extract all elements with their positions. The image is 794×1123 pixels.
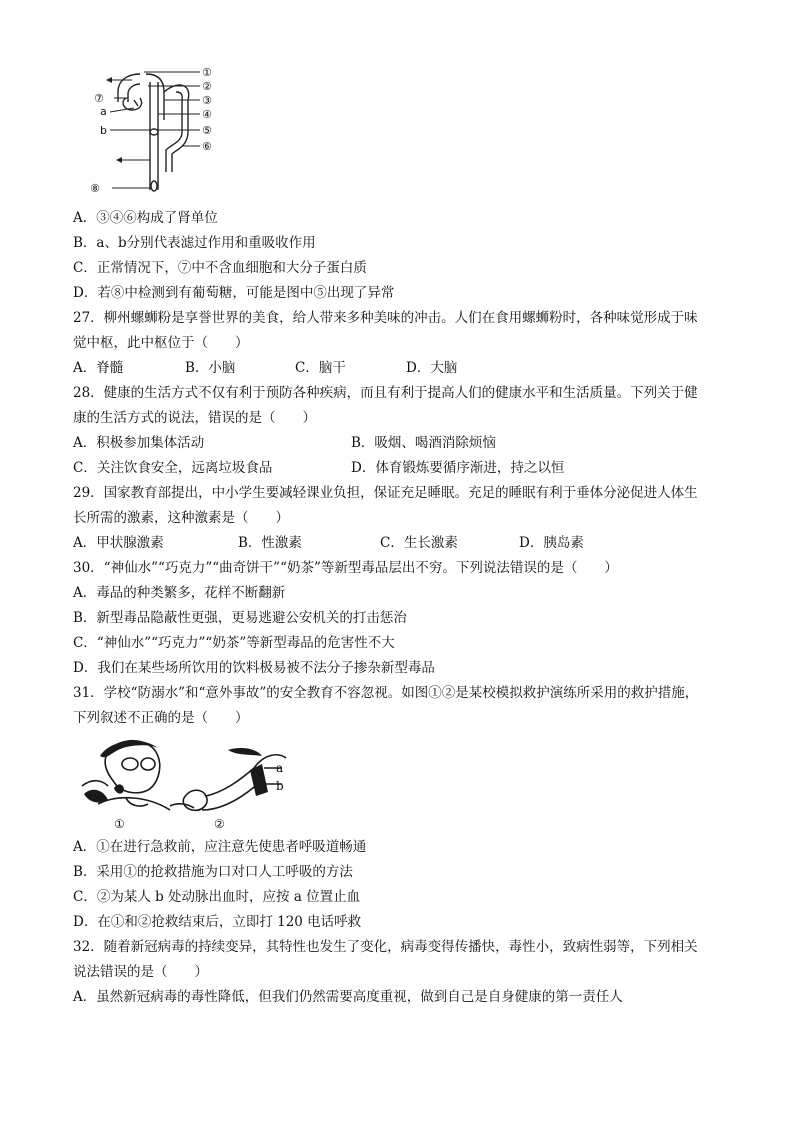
q29-option-d: D．胰岛素	[519, 535, 584, 551]
q28-option-a: A．积极参加集体活动	[73, 435, 205, 451]
label-2: ②	[202, 80, 212, 93]
label-7: ⑦	[94, 92, 104, 105]
figure-label-2: ②	[214, 817, 225, 831]
q31-option-d: D．在①和②抢救结束后，立即打 120 电话呼救	[73, 914, 362, 930]
q26-option-c: C．正常情况下，⑦中不含血细胞和大分子蛋白质	[73, 260, 367, 276]
label-4: ④	[202, 108, 212, 121]
q28-stem: 28．健康的生活方式不仅有利于预防各种疾病，而且有利于提高人们的健康水平和生活质量。下列关于健	[73, 385, 698, 401]
q28-option-b: B．吸烟、喝酒消除烦恼	[351, 435, 496, 451]
label-3: ③	[202, 94, 212, 107]
nephron-diagram	[88, 62, 228, 200]
q31-option-c: C．②为某人 b 处动脉出血时，应按 a 位置止血	[73, 889, 361, 905]
q31-option-a: A．①在进行急救前，应注意先使患者呼吸道畅通	[73, 839, 367, 855]
q31-option-b: B．采用①的抢救措施为口对口人工呼吸的方法	[73, 864, 353, 880]
label-5: ⑤	[202, 124, 212, 137]
q30-stem: 30．“神仙水”“巧克力”“曲奇饼干”“奶茶”等新型毒品层出不穷。下列说法错误的是（ ）	[73, 560, 618, 576]
label-a: a	[100, 105, 107, 118]
figure-label-b: b	[276, 779, 284, 793]
q32-option-a: A．虽然新冠病毒的毒性降低，但我们仍然需要高度重视，做到自己是自身健康的第一责任人	[73, 989, 623, 1005]
q31-stem: 31．学校“防溺水”和“意外事故”的安全教育不容忽视。如图①②是某校模拟救护演练所采用的救护措施，	[73, 685, 699, 701]
q26-option-a: A．③④⑥构成了肾单位	[73, 210, 218, 226]
figure-label-1: ①	[114, 817, 125, 831]
q28-stem-cont: 康的生活方式的说法，错误的是（ ）	[73, 410, 316, 426]
q27-stem-cont: 觉中枢，此中枢位于（ ）	[73, 335, 249, 351]
q29-stem: 29．国家教育部提出，中小学生要减轻课业负担，保证充足睡眠。充足的睡眠有利于垂体分泌促进人体生	[73, 485, 698, 501]
q27-option-d: D．大脑	[406, 360, 458, 376]
q29-option-b: B．性激素	[238, 535, 302, 551]
q26-option-b: B．a、b分别代表滤过作用和重吸收作用	[73, 235, 316, 251]
q27-option-b: B．小脑	[185, 360, 236, 376]
label-b: b	[100, 124, 107, 137]
label-6: ⑥	[202, 140, 212, 153]
q26-option-d: D．若⑧中检测到有葡萄糖，可能是图中⑤出现了异常	[73, 285, 395, 301]
q32-stem-cont: 说法错误的是（ ）	[73, 964, 208, 980]
q32-stem: 32．随着新冠病毒的持续变异，其特性也发生了变化，病毒变得传播快，毒性小，致病性弱等，下列相关	[73, 939, 698, 955]
q29-option-c: C．生长激素	[380, 535, 458, 551]
q27-option-c: C．脑干	[295, 360, 346, 376]
q31-stem-cont: 下列叙述不正确的是（ ）	[73, 710, 249, 726]
label-8: ⑧	[90, 182, 100, 195]
label-1: ①	[202, 66, 212, 79]
q29-stem-cont: 长所需的激素，这种激素是（ ）	[73, 510, 289, 526]
q30-option-c: C．“神仙水”“巧克力”“奶茶”等新型毒品的危害性不大	[73, 635, 395, 651]
q30-option-a: A．毒品的种类繁多，花样不断翻新	[73, 585, 286, 601]
q27-option-a: A．脊髓	[73, 360, 124, 376]
q30-option-b: B．新型毒品隐蔽性更强，更易逃避公安机关的打击惩治	[73, 610, 407, 626]
q29-option-a: A．甲状腺激素	[73, 535, 164, 551]
q27-stem: 27．柳州螺蛳粉是享誉世界的美食，给人带来多种美味的冲击。人们在食用螺蛳粉时，各种味觉形成于味	[73, 310, 698, 326]
rescue-illustration	[78, 734, 298, 834]
q28-option-c: C．关注饮食安全，远离垃圾食品	[73, 460, 273, 476]
q28-option-d: D．体育锻炼要循序渐进，持之以恒	[351, 460, 565, 476]
q30-option-d: D．我们在某些场所饮用的饮料极易被不法分子掺杂新型毒品	[73, 660, 435, 676]
figure-label-a: a	[276, 761, 284, 775]
